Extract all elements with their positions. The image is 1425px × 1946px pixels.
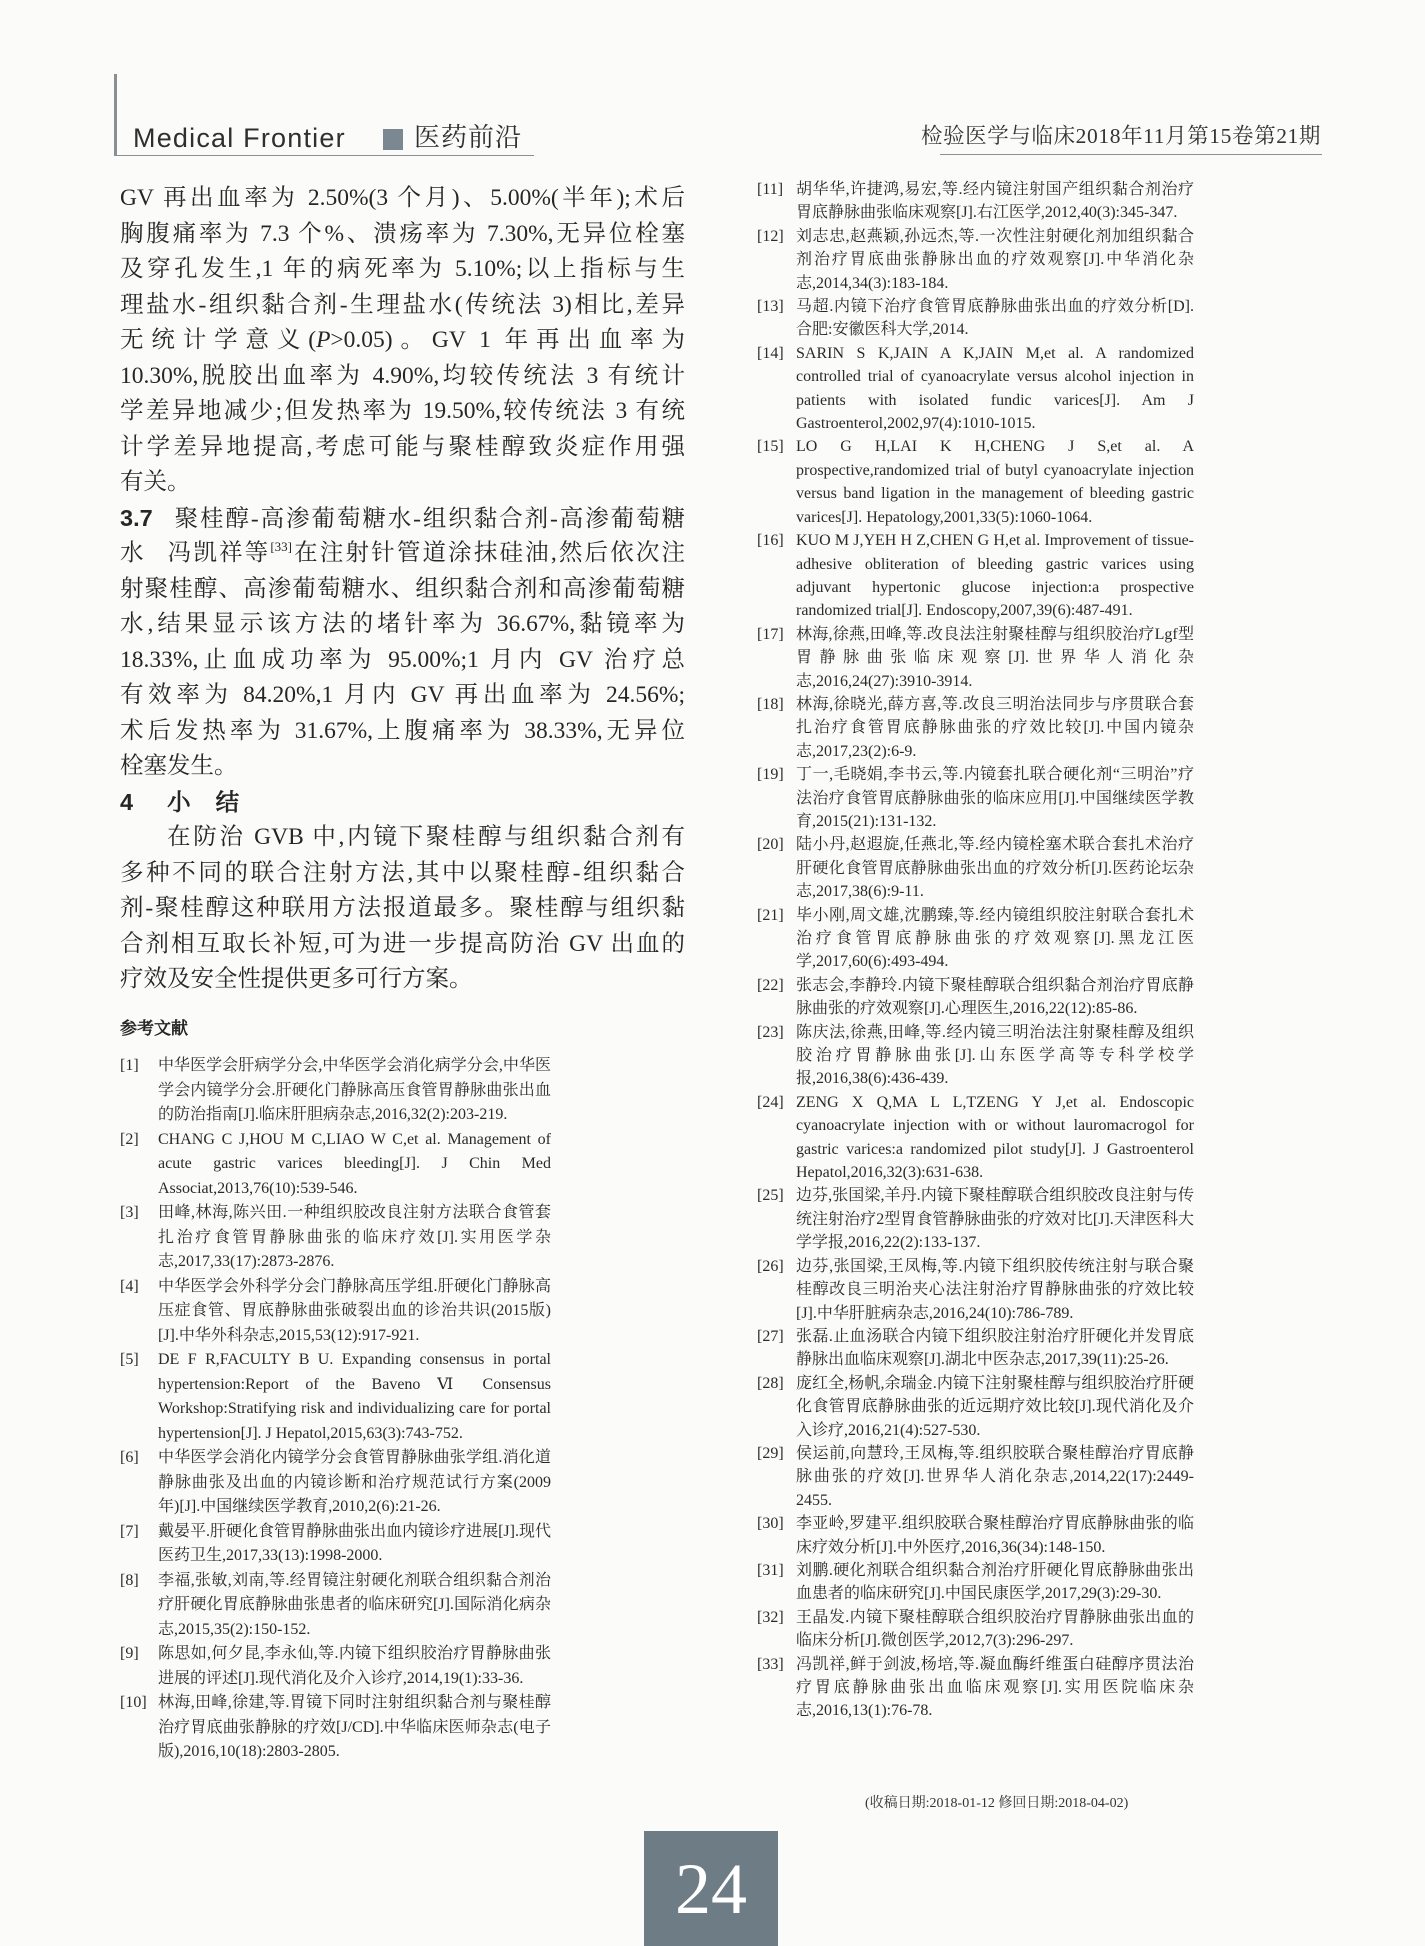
reference-item (120, 1642, 551, 1691)
section-number: 3.7 (120, 504, 153, 531)
reference-text: 侯运前,向慧玲,王凤梅,等.组织胶联合聚桂醇治疗胃底静脉曲张的疗效[J].世界华人消化杂志,2014,22(17):2449-2455. (796, 1444, 1194, 1509)
reference-text: 丁一,毛晓娟,李书云,等.内镜套扎联合硬化剂“三明治”疗法治疗食管胃底静脉曲张的临床应用[J].中国继续医学教育,2015(21):131-132. (796, 766, 1194, 830)
reference-text: 陆小丹,赵遐旋,任燕北,等.经内镜栓塞术联合套扎术治疗肝硬化食管胃底静脉曲张出血的疗效分析[J].医药论坛杂志,2017,38(6):9-11. (796, 836, 1194, 901)
body-line (120, 536, 685, 572)
reference-text: 毕小刚,周文雄,沈鹏臻,等.经内镜组织胶注射联合套扎术治疗食管胃底静脉曲张的疗效观察[J].黑龙江医学,2017,60(6):493-494. (796, 906, 1194, 971)
reference-item (757, 1091, 1194, 1185)
reference-item (120, 1691, 551, 1765)
reference-text: 陈思如,何夕昆,李永仙,等.内镜下组织胶治疗胃静脉曲张进展的评述[J].现代消化及介入诊疗,2014,19(1):33-36. (158, 1645, 551, 1687)
body-text: 水 (120, 540, 146, 566)
reference-number: [17] (757, 625, 784, 643)
references-list-right (757, 178, 1194, 1788)
reference-item (120, 1520, 551, 1569)
reference-text: 林海,田峰,徐建,等.胃镜下同时注射组织黏合剂与聚桂醇治疗胃底曲张静脉的疗效[J/CD].中华临床医师杂志(电子版),2016,10(18):2803-2805. (158, 1694, 551, 1760)
body-line: 胸腹痛率为 7.3 个%、溃疡率为 7.30%,无异位栓塞 (120, 220, 685, 247)
reference-item (120, 1128, 551, 1202)
reference-text: 张志会,李静玲.内镜下聚桂醇联合组织黏合剂治疗胃底静脉曲张的疗效观察[J].心理医生,2016,22(12):85-86. (796, 976, 1194, 1018)
body-line: 计学差异地提高,考虑可能与聚桂醇致炎症作用强 (120, 433, 685, 460)
p-value-symbol: P (316, 327, 331, 353)
body-text: >0.05)。GV 1 年再出血率为 (330, 327, 685, 353)
reference-text: 戴晏平.肝硬化食管胃静脉曲张出血内镜诊疗进展[J].现代医药卫生,2017,33(13):1998-2000. (158, 1522, 551, 1564)
reference-number: [24] (757, 1093, 784, 1111)
reference-number: [32] (757, 1608, 784, 1626)
section-title: 聚桂醇-高渗葡萄糖水-组织黏合剂-高渗葡萄糖 (172, 505, 685, 532)
section-3-7-heading-line (120, 501, 685, 537)
reference-item (120, 1201, 551, 1275)
reference-text: KUO M J,YEH H Z,CHEN G H,et al. Improvement of tissue-adhesive obliteration of bleeding gastric varices using adjuvant hypertonic glucose injection:a prospective randomized trial[J]. Endoscopy,2007,39(6):487-491. (796, 532, 1194, 620)
body-line: 学差异地减少;但发热率为 19.50%,较传统法 3 有统 (120, 398, 685, 424)
body-line: 及穿孔发生,1 年的病死率为 5.10%;以上指标与生 (120, 256, 685, 282)
reference-number: [28] (757, 1374, 784, 1392)
page-number-box (644, 1831, 778, 1946)
reference-number: [4] (120, 1277, 139, 1295)
reference-number: [12] (757, 227, 784, 245)
body-line: 多种不同的联合注射方法,其中以聚桂醇-组织黏合 (120, 859, 685, 886)
journal-issue-info: 检验医学与临床2018年11月第15卷第21期 (920, 124, 1321, 148)
section-title: 小结 (167, 788, 265, 815)
reference-number: [19] (757, 766, 784, 784)
reference-text: 李福,张敏,刘南,等.经胃镜注射硬化剂联合组织黏合剂治疗肝硬化胃底静脉曲张患者的临床研究[J].国际消化病杂志,2015,35(2):150-152. (158, 1571, 551, 1638)
reference-text: 王晶发.内镜下聚桂醇联合组织胶治疗胃静脉曲张出血的临床分析[J].微创医学,2012,7(3):296-297. (796, 1608, 1194, 1650)
reference-text: 冯凯祥,鲜于剑波,杨培,等.凝血酶纤维蛋白硅醇序贯法治疗胃底静脉曲张出血临床观察[J].实用医院临床杂志,2016,13(1):76-78. (796, 1655, 1194, 1720)
reference-text: 中华医学会肝病学分会,中华医学会消化病学分会,中华医学会内镜学分会.肝硬化门静脉高压食管胃静脉曲张出血的防治指南[J].临床肝胆病杂志,2016,32(2):203-219. (158, 1057, 551, 1123)
reference-item (757, 693, 1194, 763)
reference-text: 中华医学会消化内镜学分会食管胃静脉曲张学组.消化道静脉曲张及出血的内镜诊断和治疗规范试行方案(2009 年)[J].中国继续医学教育,2010,2(6):21-26. (158, 1449, 551, 1515)
reference-item (757, 833, 1194, 903)
reference-number: [20] (757, 836, 784, 854)
reference-text: 田峰,林海,陈兴田.一种组织胶改良注射方法联合食管套扎治疗食管胃静脉曲张的临床疗效[J].实用医学杂志,2017,33(17):2873-2876. (158, 1204, 551, 1270)
header-vertical-bar (114, 74, 117, 156)
reference-text: LO G H,LAI K H,CHENG J S,et al. A prospective,randomized trial of butyl cyanoacrylate injection versus band ligation in the management of bleeding gastric varices[J]. Hepatology,2001,33(5):1060-1064. (796, 438, 1194, 526)
body-line: 在防治 GVB 中,内镜下聚桂醇与组织黏合剂有 (167, 824, 685, 850)
references-list-left (120, 1054, 551, 1844)
reference-text: SARIN S K,JAIN A K,JAIN M,et al. A randomized controlled trial of cyanoacrylate versus alcohol injection in patients with isolated fundic varices[J]. Am J Gastroenterol,2002,97(4):1010-1015. (796, 344, 1194, 433)
body-line: 有关。 (120, 469, 191, 495)
reference-item (757, 1021, 1194, 1091)
header-rule-left (114, 155, 534, 156)
reference-number: [11] (757, 181, 784, 198)
reference-item (757, 904, 1194, 974)
reference-number: [27] (757, 1327, 784, 1345)
reference-number: [23] (757, 1023, 784, 1041)
reference-item (757, 1442, 1194, 1512)
reference-text: 刘志忠,赵燕颖,孙远杰,等.一次性注射硬化剂加组织黏合剂治疗胃底曲张静脉出血的疗效观察[J].中华消化杂志,2014,34(3):183-184. (796, 227, 1194, 292)
reference-number: [15] (757, 438, 784, 456)
body-text: 无统计学意义( (120, 327, 317, 353)
reference-item (120, 1569, 551, 1643)
reference-item (757, 342, 1194, 436)
reference-item (757, 1512, 1194, 1559)
reference-text: 陈庆法,徐燕,田峰,等.经内镜三明治法注射聚桂醇及组织胶治疗胃静脉曲张[J].山东医学高等专科学校学报,2016,38(6):436-439. (796, 1023, 1194, 1088)
reference-item (120, 1348, 551, 1446)
reference-number: [26] (757, 1257, 784, 1275)
reference-number: [21] (757, 906, 784, 924)
body-line: 射聚桂醇、高渗葡萄糖水、组织黏合剂和高渗葡萄糖 (120, 575, 685, 602)
reference-item (757, 225, 1194, 295)
reference-text: 胡华华,许捷鸿,易宏,等.经内镜注射国产组织黏合剂治疗胃底静脉曲张临床观察[J].右江医学,2012,40(3):345-347. (796, 181, 1194, 222)
reference-number: [1] (120, 1057, 139, 1074)
reference-item (757, 623, 1194, 693)
reference-text: 林海,徐燕,田峰,等.改良法注射聚桂醇与组织胶治疗Lgf型胃静脉曲张临床观察[J].世界华人消化杂志,2016,24(27):3910-3914. (796, 625, 1194, 690)
reference-text: DE F R,FACULTY B U. Expanding consensus in portal hypertension:Report of the Baveno Ⅵ Consensus Workshop:Stratifying risk and individualizing care for portal hypertension[J]. J Hepatol,2015,63(3):743-752. (158, 1351, 551, 1442)
reference-number: [31] (757, 1561, 784, 1579)
reference-number: [25] (757, 1187, 784, 1205)
reference-text: 刘鹏.硬化剂联合组织黏合剂治疗肝硬化胃底静脉曲张出血患者的临床研究[J].中国民康医学,2017,29(3):29-30. (796, 1561, 1194, 1603)
reference-item (120, 1275, 551, 1349)
body-line: 栓塞发生。 (120, 753, 238, 779)
cited-author: 冯凯祥等 (167, 540, 271, 566)
reference-item (757, 1606, 1194, 1653)
reference-item (757, 1372, 1194, 1442)
column-name-english: Medical Frontier (133, 123, 346, 153)
reference-item (757, 763, 1194, 833)
body-line: GV 再出血率为 2.50%(3 个月)、5.00%(半年);术后 (120, 185, 685, 211)
reference-item (757, 435, 1194, 529)
reference-item (757, 178, 1194, 225)
reference-number: [13] (757, 298, 784, 316)
reference-text: 庞红全,杨帆,余瑞金.内镜下注射聚桂醇与组织胶治疗肝硬化食管胃底静脉曲张的近远期疗效比较[J].现代消化及介入诊疗,2016,21(4):527-530. (796, 1374, 1194, 1439)
body-line: 有效率为 84.20%,1 月内 GV 再出血率为 24.56%; (120, 682, 685, 708)
reference-number: [18] (757, 695, 784, 713)
reference-number: [16] (757, 532, 784, 550)
reference-number: [14] (757, 344, 784, 362)
reference-number: [9] (120, 1645, 139, 1662)
reference-number: [30] (757, 1515, 784, 1533)
reference-text: 边芬,张国梁,羊丹.内镜下聚桂醇联合组织胶改良注射与传统注射治疗2型胃食管静脉曲张的疗效对比[J].天津医科大学学报,2016,22(2):133-137. (796, 1187, 1194, 1252)
reference-item (757, 529, 1194, 623)
body-line: 疗效及安全性提供更多可行方案。 (120, 966, 473, 992)
reference-item (120, 1054, 551, 1128)
reference-item (757, 1184, 1194, 1254)
reference-number: [7] (120, 1522, 139, 1540)
reference-number: [3] (120, 1204, 139, 1221)
body-line: 术后发热率为 31.67%,上腹痛率为 38.33%,无异位 (120, 717, 685, 744)
section-4-heading (120, 785, 685, 821)
reference-item (120, 1446, 551, 1520)
section-number: 4 (120, 788, 134, 815)
reference-text: ZENG X Q,MA L L,TZENG Y J,et al. Endoscopic cyanoacrylate injection with or without lauromacrogol for gastric varices:a randomized pilot study[J]. J Gastroenterol Hepatol,2016,32(3):631-638. (796, 1093, 1194, 1182)
reference-number: [29] (757, 1444, 784, 1462)
page-number: 24 (675, 1848, 747, 1929)
body-line: 理盐水-组织黏合剂-生理盐水(传统法 3)相比,差异 (120, 291, 685, 318)
reference-number: [10] (120, 1694, 147, 1711)
body-line (120, 323, 685, 359)
reference-item (757, 295, 1194, 342)
reference-item (757, 974, 1194, 1021)
reference-text: 马超.内镜下治疗食管胃底静脉曲张出血的疗效分析[D].合肥:安徽医科大学,2014. (796, 298, 1194, 339)
body-text: 在注射针管道涂抹硅油,然后依次注 (292, 540, 685, 566)
reference-number: [33] (757, 1655, 784, 1673)
body-line: 10.30%,脱胶出血率为 4.90%,均较传统法 3 有统计 (120, 362, 685, 389)
reference-item (757, 1325, 1194, 1372)
references-heading: 参考文献 (120, 1019, 188, 1038)
body-line: 水,结果显示该方法的堵针率为 36.67%,黏镜率为 (120, 611, 685, 637)
reference-item (757, 1255, 1194, 1325)
column-name-chinese: 医药前沿 (414, 122, 523, 152)
reference-number: [8] (120, 1571, 139, 1589)
reference-text: 边芬,张国梁,王凤梅,等.内镜下组织胶传统注射与联合聚桂醇改良三明治夹心法注射治疗胃静脉曲张的疗效比较[J].中华肝脏病杂志,2016,24(10):786-789. (796, 1257, 1194, 1322)
received-revised-dates: (收稿日期:2018-01-12 修回日期:2018-04-02) (865, 1796, 1129, 1811)
body-line: 剂-聚桂醇这种联用方法报道最多。聚桂醇与组织黏 (120, 895, 685, 921)
header-rule-right (940, 154, 1322, 155)
reference-item (757, 1653, 1194, 1723)
square-icon (383, 129, 403, 150)
left-column-body (120, 181, 685, 1001)
reference-number: [6] (120, 1449, 139, 1466)
reference-number: [22] (757, 976, 784, 994)
reference-text: 李亚岭,罗建平.组织胶联合聚桂醇治疗胃底静脉曲张的临床疗效分析[J].中外医疗,2016,36(34):148-150. (796, 1515, 1194, 1556)
reference-text: CHANG C J,HOU M C,LIAO W C,et al. Management of acute gastric varices bleeding[J]. J Chin Med Associat,2013,76(10):539-546. (158, 1130, 551, 1197)
reference-item (757, 1559, 1194, 1606)
reference-text: 中华医学会外科学分会门静脉高压学组.肝硬化门静脉高压症食管、胃底静脉曲张破裂出血的诊治共识(2015版)[J].中华外科杂志,2015,53(12):917-921. (158, 1277, 551, 1344)
body-line: 合剂相互取长补短,可为进一步提高防治 GV 出血的 (120, 930, 685, 957)
reference-number: [2] (120, 1130, 139, 1148)
reference-number: [5] (120, 1351, 139, 1368)
citation-marker: [33] (270, 539, 293, 555)
body-line: 18.33%,止血成功率为 95.00%;1 月内 GV 治疗总 (120, 646, 685, 673)
reference-text: 林海,徐晓光,薛方喜,等.改良三明治法同步与序贯联合套扎治疗食管胃底静脉曲张的疗效比较[J].中国内镜杂志,2017,23(2):6-9. (796, 695, 1194, 760)
reference-text: 张磊.止血汤联合内镜下组织胶注射治疗肝硬化并发胃底静脉出血临床观察[J].湖北中医杂志,2017,39(11):25-26. (796, 1327, 1194, 1369)
